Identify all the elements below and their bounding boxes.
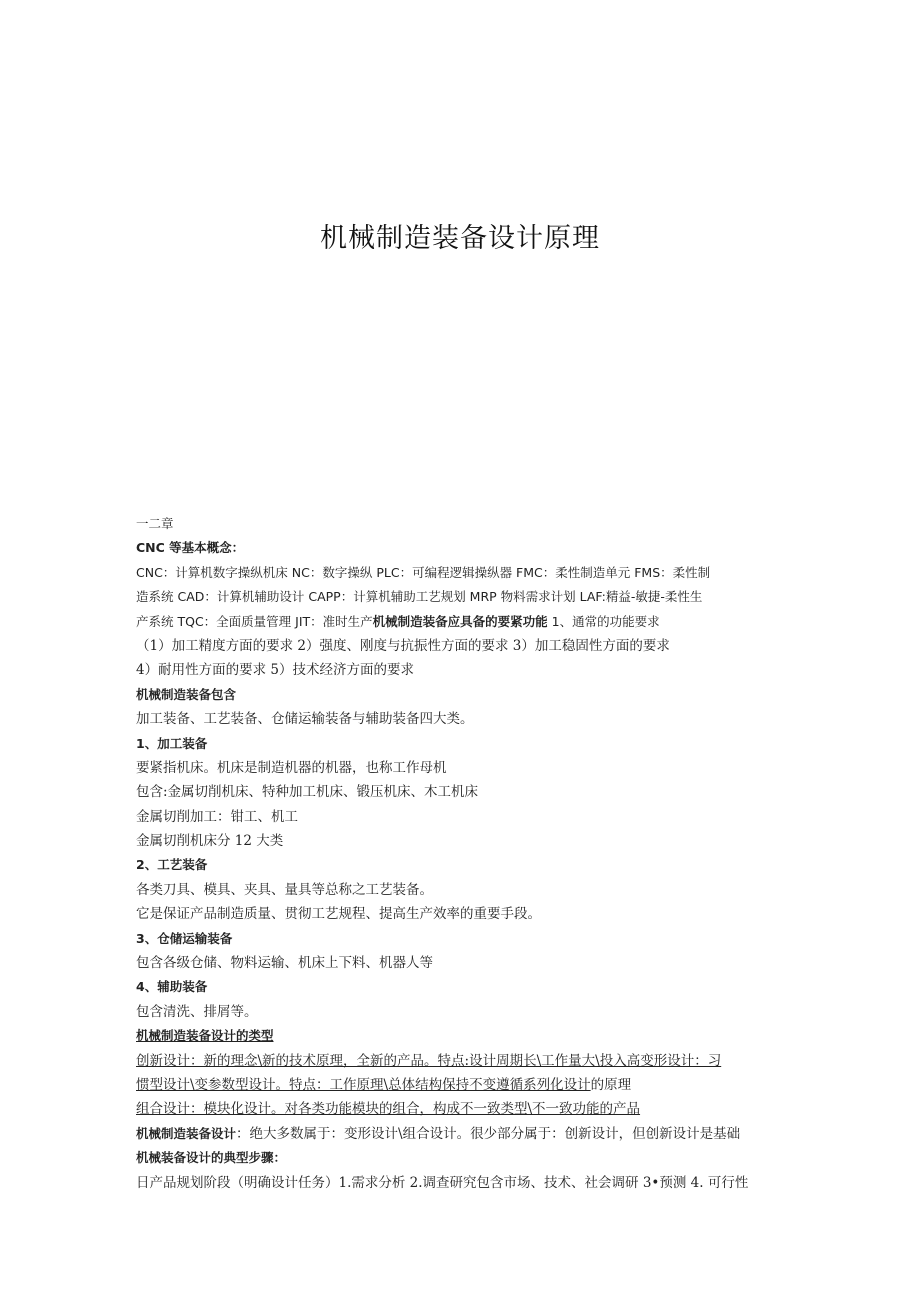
text-line-underlined: 惯型设计\变参数型设计。特点：工作原理\总体结构保持不变遵循系列化设计的原理	[136, 1076, 632, 1093]
text-line: CNC：计算机数字操纵机床 NC：数字操纵 PLC：可编程逻辑操纵器 FMC：柔性制造单元 FMS：柔性制	[136, 564, 711, 580]
text-line-underlined: 创新设计：新的理念\新的技术原理，全新的产品。特点:设计周期长\工作量大\投入高变形设计：习	[136, 1052, 722, 1069]
document-title: 机械制造装备设计原理	[320, 223, 600, 254]
section-heading: 机械制造装备包含	[136, 686, 237, 702]
text-line: 日产品规划阶段（明确设计任务）1.需求分析 2.调查研究包含市场、技术、社会调研 3•预测 4. 可行性	[136, 1174, 749, 1191]
subsection-heading: 3、仓储运输装备	[136, 930, 233, 946]
subsection-heading: 1、加工装备	[136, 735, 208, 751]
section-heading-cnc: CNC 等基本概念：	[136, 540, 245, 556]
text-line-underlined: 组合设计：模块化设计。对各类功能模块的组合，构成不一致类型\不一致功能的产品	[136, 1101, 641, 1118]
text-line: 金属切削机床分 12 大类	[136, 833, 284, 850]
text-line: 机械制造装备设计：绝大多数属于：变形设计\组合设计。很少部分属于：创新设计，但创新设计是基础	[136, 1125, 741, 1142]
section-heading-steps: 机械装备设计的典型步骤：	[136, 1150, 287, 1166]
text-line: 包含各级仓储、物料运输、机床上下料、机器人等	[136, 955, 433, 972]
document-body	[136, 512, 786, 1195]
text-line: 要紧指机床。机床是制造机器的机器，也称工作母机	[136, 759, 447, 776]
subsection-heading: 2、工艺装备	[136, 857, 208, 873]
text-line: 加工装备、工艺装备、仓储运输装备与辅助装备四大类。	[136, 711, 474, 728]
text-line: 它是保证产品制造质量、贯彻工艺规程、提高生产效率的重要手段。	[136, 906, 541, 923]
text-line: 包含:金属切削机床、特种加工机床、锻压机床、木工机床	[136, 784, 479, 801]
chapter-heading: 一二章	[136, 516, 174, 531]
text-line: 各类刀具、模具、夹具、量具等总称之工艺装备。	[136, 881, 433, 898]
text-line: 金属切削加工：钳工、机工	[136, 808, 298, 825]
text-line: （1）加工精度方面的要求 2）强度、刚度与抗振性方面的要求 3）加工稳固性方面的要求	[136, 637, 670, 654]
text-line: 造系统 CAD：计算机辅助设计 CAPP：计算机辅助工艺规划 MRP 物料需求计划 LAF:精益-敏捷-柔性生	[136, 589, 703, 605]
subsection-heading: 4、辅助装备	[136, 979, 208, 995]
section-heading-design-types: 机械制造装备设计的类型	[136, 1028, 274, 1044]
text-line: 4）耐用性方面的要求 5）技术经济方面的要求	[136, 662, 414, 679]
text-line: 产系统 TQC：全面质量管理 JIT：准时生产机械制造装备应具备的要紧功能 1、通常的功能要求	[136, 613, 660, 629]
text-line: 包含清洗、排屑等。	[136, 1003, 258, 1020]
